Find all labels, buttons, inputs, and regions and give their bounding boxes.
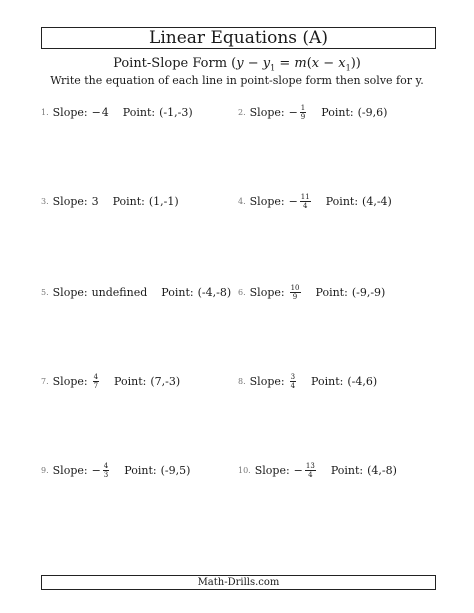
problem-number: 1. bbox=[41, 107, 49, 117]
fraction-denominator: 7 bbox=[93, 381, 99, 390]
slope-value bbox=[294, 462, 317, 479]
slope-fraction bbox=[93, 373, 99, 390]
problem-number: 4. bbox=[238, 196, 246, 206]
point-value: (4,-8) bbox=[367, 463, 397, 477]
point-label: Point: bbox=[114, 374, 147, 388]
point-value: (1,-1) bbox=[148, 194, 179, 208]
slope-whole: 3 bbox=[91, 194, 99, 208]
slope-label: Slope: bbox=[249, 105, 285, 119]
fraction-numerator: 3 bbox=[290, 372, 296, 381]
fraction-denominator: 9 bbox=[300, 112, 306, 121]
slope-value bbox=[289, 193, 312, 210]
point-label: Point: bbox=[330, 463, 364, 477]
problem-number: 2. bbox=[238, 107, 246, 117]
slope-value bbox=[289, 373, 297, 390]
point-value: (-9,6) bbox=[357, 105, 388, 119]
slope-label: Slope: bbox=[52, 374, 88, 388]
slope-value bbox=[289, 284, 302, 301]
problem-number: 3. bbox=[41, 196, 49, 206]
worksheet-title: Linear Equations (A) bbox=[41, 27, 436, 49]
point-label: Point: bbox=[321, 105, 354, 119]
point-value: (-4,6) bbox=[347, 374, 378, 388]
slope-label: Slope: bbox=[254, 463, 290, 477]
fraction-denominator: 4 bbox=[308, 470, 313, 479]
problem-number: 5. bbox=[41, 287, 49, 297]
slope-whole: 4 bbox=[101, 105, 109, 119]
slope-value bbox=[92, 106, 109, 119]
slope-label: Slope: bbox=[249, 194, 285, 208]
fraction-denominator: 4 bbox=[303, 201, 308, 210]
point-label: Point: bbox=[315, 285, 348, 299]
slope-sign: − bbox=[288, 105, 298, 119]
slope-sign: − bbox=[288, 194, 298, 208]
slope-fraction bbox=[290, 373, 296, 390]
slope-label: Slope: bbox=[52, 463, 88, 477]
slope-fraction bbox=[305, 462, 316, 479]
slope-label: Slope: bbox=[249, 374, 285, 388]
problem-6 bbox=[238, 281, 385, 303]
slope-value bbox=[92, 195, 99, 208]
problem-number: 7. bbox=[41, 376, 49, 386]
point-label: Point: bbox=[112, 194, 145, 208]
slope-label: Slope: bbox=[52, 194, 88, 208]
problem-9 bbox=[41, 459, 190, 481]
slope-fraction bbox=[290, 284, 301, 301]
fraction-numerator: 1 bbox=[300, 103, 306, 112]
slope-fraction bbox=[300, 193, 311, 210]
point-value: (-1,-3) bbox=[159, 105, 193, 119]
worksheet-footer: Math-Drills.com bbox=[41, 575, 436, 590]
fraction-numerator: 11 bbox=[300, 192, 310, 201]
slope-whole: undefined bbox=[91, 285, 148, 299]
slope-value bbox=[289, 104, 308, 121]
problem-4 bbox=[238, 190, 392, 212]
problem-number: 9. bbox=[41, 465, 49, 475]
point-label: Point: bbox=[161, 285, 194, 299]
slope-sign: − bbox=[293, 463, 303, 477]
point-label: Point: bbox=[124, 463, 157, 477]
slope-fraction bbox=[103, 462, 109, 479]
slope-label: Slope: bbox=[52, 285, 88, 299]
fraction-denominator: 4 bbox=[290, 381, 296, 390]
slope-sign: − bbox=[91, 105, 101, 119]
slope-value bbox=[92, 373, 100, 390]
slope-value bbox=[92, 462, 111, 479]
point-value: (-4,-8) bbox=[197, 285, 232, 299]
point-value: (7,-3) bbox=[150, 374, 181, 388]
point-label: Point: bbox=[325, 194, 359, 208]
fraction-numerator: 4 bbox=[93, 372, 99, 381]
slope-label: Slope: bbox=[52, 105, 88, 119]
fraction-numerator: 13 bbox=[305, 461, 315, 470]
fraction-numerator: 10 bbox=[290, 283, 300, 292]
problem-number: 6. bbox=[238, 287, 246, 297]
problem-5 bbox=[41, 281, 231, 303]
slope-value bbox=[92, 286, 148, 299]
problem-number: 10. bbox=[238, 465, 251, 475]
point-slope-formula: $(y - y_1 = m(x - x_1))$ bbox=[231, 56, 361, 73]
point-label: Point: bbox=[311, 374, 344, 388]
fraction-denominator: 3 bbox=[103, 470, 109, 479]
problem-1 bbox=[41, 101, 193, 123]
slope-fraction bbox=[300, 104, 306, 121]
slope-label: Slope: bbox=[249, 285, 285, 299]
problem-8 bbox=[238, 370, 377, 392]
problem-7 bbox=[41, 370, 180, 392]
worksheet-instructions: Write the equation of each line in point-slope form then solve for y. bbox=[50, 74, 424, 87]
subtitle-prefix: Point-Slope Form bbox=[113, 56, 228, 71]
problem-2 bbox=[238, 101, 387, 123]
slope-sign: − bbox=[91, 463, 101, 477]
fraction-numerator: 4 bbox=[103, 461, 109, 470]
point-value: (4,-4) bbox=[362, 194, 392, 208]
point-value: (-9,-9) bbox=[351, 285, 386, 299]
problem-10 bbox=[238, 459, 397, 481]
problem-3 bbox=[41, 190, 179, 212]
point-value: (-9,5) bbox=[160, 463, 191, 477]
fraction-denominator: 9 bbox=[292, 292, 298, 301]
problem-number: 8. bbox=[238, 376, 246, 386]
point-label: Point: bbox=[122, 105, 156, 119]
